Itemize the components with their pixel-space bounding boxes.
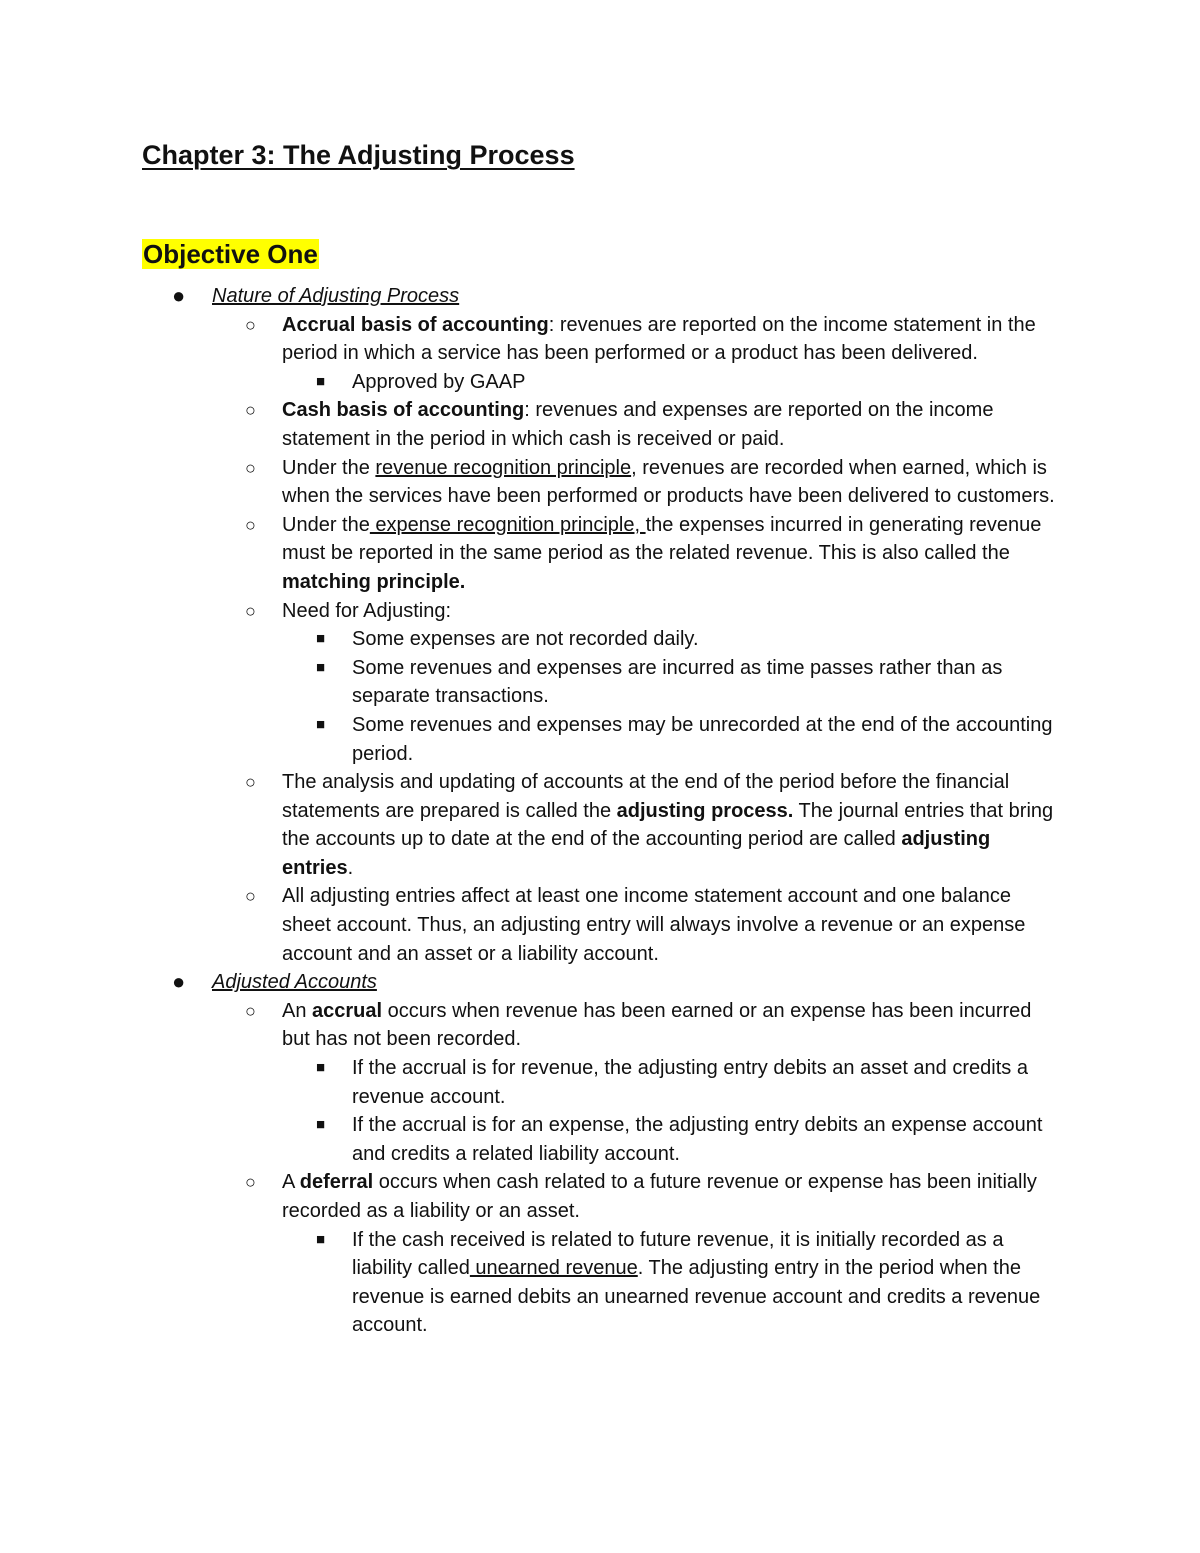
list-item-adjusting-process: ○ The analysis and updating of accounts at the end of the period before the financial statements are prepared is called the adjusting process. The journal entries that bring the accounts up to date at the end of the accounting period are called adjusting entries. xyxy=(0,768,1062,882)
list-item-accrual-basis: ○ Accrual basis of accounting: revenues are reported on the income statement in the period in which a service has been performed or a product has been delivered. xyxy=(0,311,1062,368)
list-item-expense-recognition: ○ Under the expense recognition principle, the expenses incurred in generating revenue must be reported in the same period as the related revenue. This is also called the matching principle. xyxy=(0,511,1062,597)
square-bullet-icon: ■ xyxy=(316,1116,326,1134)
list-subitem-accrual-expense: ■ If the accrual is for an expense, the adjusting entry debits an expense account and credits a related liability account. xyxy=(0,1111,1062,1168)
term-matching-principle: matching principle. xyxy=(282,570,466,593)
list-subitem-need-2: ■ Some revenues and expenses are incurred as time passes rather than as separate transactions. xyxy=(0,654,1062,711)
hollow-circle-bullet-icon: ○ xyxy=(245,772,256,793)
list-item-accrual: ○ An accrual occurs when revenue has been earned or an expense has been incurred but has not been recorded. xyxy=(0,997,1062,1054)
hollow-circle-bullet-icon: ○ xyxy=(245,1000,256,1021)
page-title: Chapter 3: The Adjusting Process xyxy=(142,140,575,170)
square-bullet-icon: ■ xyxy=(316,630,326,648)
hollow-circle-bullet-icon: ○ xyxy=(245,514,256,535)
term-accrual: accrual xyxy=(312,999,383,1022)
filled-circle-bullet-icon: ● xyxy=(172,283,186,308)
hollow-circle-bullet-icon: ○ xyxy=(245,600,256,621)
square-bullet-icon: ■ xyxy=(316,658,326,676)
section-heading-nature: ● Nature of Adjusting Process xyxy=(0,282,1062,311)
notes-list xyxy=(0,282,1200,1340)
term-adjusting-process: adjusting process. xyxy=(616,799,794,822)
hollow-circle-bullet-icon: ○ xyxy=(245,886,256,907)
list-item-deferral: ○ A deferral occurs when cash related to a future revenue or expense has been initially recorded as a liability or an asset. xyxy=(0,1168,1062,1225)
list-item-cash-basis: ○ Cash basis of accounting: revenues and expenses are reported on the income statement in the period in which cash is received or paid. xyxy=(0,396,1062,453)
hollow-circle-bullet-icon: ○ xyxy=(245,457,256,478)
objective-heading xyxy=(142,238,319,270)
hollow-circle-bullet-icon: ○ xyxy=(245,400,256,421)
square-bullet-icon: ■ xyxy=(316,1059,326,1077)
square-bullet-icon: ■ xyxy=(316,1230,326,1248)
term-deferral: deferral xyxy=(299,1171,374,1194)
term-unearned-revenue: unearned revenue xyxy=(469,1257,638,1280)
term-adjusting-entries: adjusting entries xyxy=(282,828,991,879)
list-subitem-accrual-revenue: ■ If the accrual is for revenue, the adjusting entry debits an asset and credits a revenue account. xyxy=(0,1054,1062,1111)
list-subitem-need-1: ■ Some expenses are not recorded daily. xyxy=(0,625,1062,654)
list-subitem-gaap: ■ Approved by GAAP xyxy=(0,368,1062,397)
hollow-circle-bullet-icon: ○ xyxy=(245,314,256,335)
term-revenue-recognition: revenue recognition principle xyxy=(375,456,632,479)
term-expense-recognition: expense recognition principle, xyxy=(369,513,646,536)
term-cash-basis: Cash basis of accounting xyxy=(282,399,525,422)
list-item-revenue-recognition: ○ Under the revenue recognition principle, revenues are recorded when earned, which is when the services have been performed or products have been delivered to customers. xyxy=(0,454,1062,511)
filled-circle-bullet-icon: ● xyxy=(172,969,186,995)
section-heading-adjusted-accounts: ● Adjusted Accounts xyxy=(0,968,1062,997)
term-accrual-basis: Accrual basis of accounting xyxy=(282,313,549,336)
square-bullet-icon: ■ xyxy=(316,715,326,733)
list-item-need-for-adjusting: ○ Need for Adjusting: xyxy=(0,597,1062,626)
list-item-adjusting-entries-affect: ○ All adjusting entries affect at least one income statement account and one balance sheet account. Thus, an adjusting entry will always involve a revenue or an expense account and an asset or a liability account. xyxy=(0,882,1062,968)
list-subitem-need-3: ■ Some revenues and expenses may be unrecorded at the end of the accounting period. xyxy=(0,711,1062,768)
list-subitem-deferral-revenue: ■ If the cash received is related to future revenue, it is initially recorded as a liability called unearned revenue. The adjusting entry in the period when the revenue is earned debits an unearned revenue account and credits a revenue account. xyxy=(0,1226,1062,1340)
objective-heading-text: Objective One xyxy=(143,239,318,269)
square-bullet-icon: ■ xyxy=(316,372,326,390)
hollow-circle-bullet-icon: ○ xyxy=(245,1172,256,1193)
